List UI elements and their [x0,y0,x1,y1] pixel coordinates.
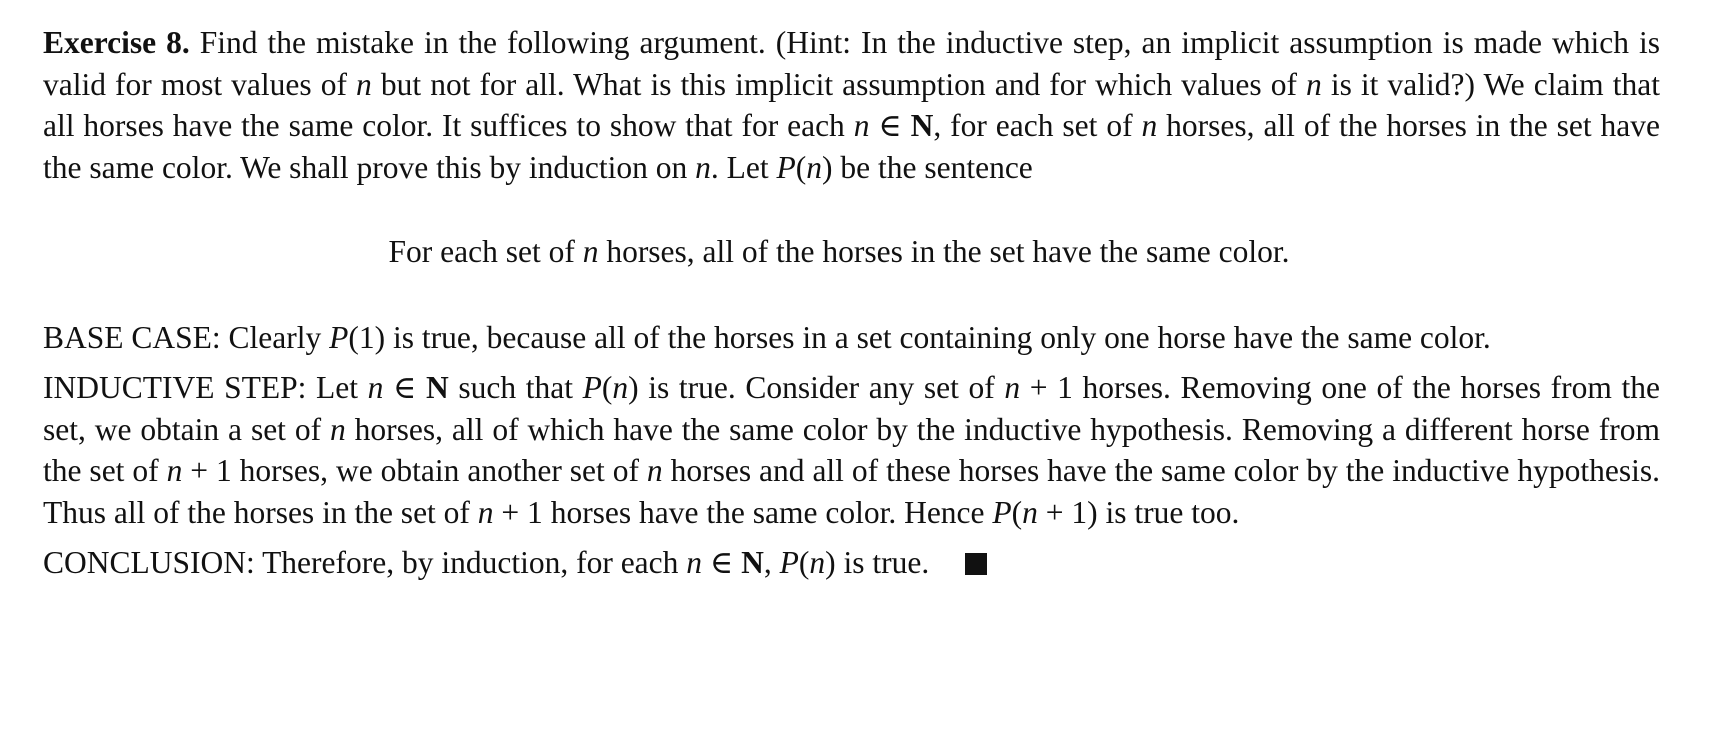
inductive-step-text: horses and all of these horses have the same color by the inductive hypothesis. Thus all of the horses in the set of [43,453,1661,530]
math-P: P [779,545,799,580]
exercise-label: Exercise 8. [43,25,190,60]
math-naturals: N [741,545,764,580]
exercise-text: , for each set of [933,108,1142,143]
base-case-text: BASE CASE: Clearly [43,319,330,355]
inductive-step-text: is true too. [1097,494,1240,530]
math-paren: ) [1087,494,1098,530]
inductive-step-text: horses. Removing one of the horses from the set, we obtain a set of [43,370,1661,447]
math-n: n [612,370,629,405]
inductive-step-text: is true. Consider any set of [638,370,1005,405]
math-plus-one: + 1 [1037,494,1088,530]
conclusion-text: CONCLUSION: Therefore, by induction, for each [43,545,687,580]
math-n: n [1022,494,1038,530]
display-text: horses, all of the horses in the set have the same color. [598,234,1290,269]
math-paren: ) [628,370,639,405]
math-n: n [477,494,494,530]
math-paren: ( [798,545,810,580]
math-naturals: N [425,370,449,405]
math-paren: ( [1011,494,1023,530]
math-in: ∈ [702,545,742,580]
math-naturals: N [910,108,934,143]
exercise-text: horses, all of the horses in the set have the same color. We shall prove this by induction on [43,108,1660,185]
math-n: n [686,545,703,580]
conclusion-paragraph [43,542,1660,584]
display-sentence [43,231,1660,273]
inductive-step-text: horses, all of which have the same color by the inductive hypothesis. Removing a different horse from the set of [43,411,1661,488]
math-plus-one: + 1 [493,494,543,530]
math-n: n [1306,66,1322,102]
math-n: n [330,411,346,447]
math-n: n [806,149,823,185]
inductive-step-text: horses have the same color. Hence [542,494,993,530]
math-paren: ) [822,149,833,185]
math-in: ∈ [869,108,911,143]
inductive-step-text: such that [448,370,583,405]
math-n: n [1004,370,1021,405]
exercise-text: Find the mistake in the following argument. (Hint: In the inductive step, an implicit assumption is made which is valid for most values of [43,25,1660,102]
display-text: For each set of [388,234,583,269]
math-n: n [166,453,183,488]
inductive-step-paragraph [43,367,1660,533]
math-n: n [367,370,384,405]
exercise-text: be the sentence [832,149,1033,185]
inductive-step-text: horses, we obtain another set of [231,453,647,488]
math-one: (1) [348,319,386,355]
qed-square-icon [965,553,987,575]
inductive-step-text: INDUCTIVE STEP: Let [43,370,368,405]
math-n: n [809,545,826,580]
math-P: P [776,149,796,185]
math-plus-one: + 1 [1020,370,1073,405]
math-n: n [356,66,372,102]
math-paren: ( [795,149,807,185]
math-n: n [853,108,870,143]
math-plus-one: + 1 [182,453,232,488]
math-in: ∈ [383,370,426,405]
math-n: n [1141,108,1158,143]
math-paren: ) [825,545,836,580]
math-n: n [582,234,599,269]
math-P: P [329,319,349,355]
math-paren: ( [601,370,613,405]
exercise-text: . Let [710,149,777,185]
base-case-paragraph [43,317,1660,359]
exercise-paragraph [43,22,1660,188]
math-P: P [582,370,602,405]
conclusion-text: , [763,545,780,580]
math-n: n [646,453,663,488]
base-case-text: is true, because all of the horses in a set containing only one horse have the same color. [385,319,1491,355]
exercise-text: but not for all. What is this implicit assumption and for which values of [371,66,1307,102]
exercise-text: is it valid?) We claim that all horses have the same color. It suffices to show that for each [43,66,1660,143]
conclusion-text: is true. [835,545,930,580]
math-P: P [992,494,1012,530]
math-n: n [695,149,711,185]
